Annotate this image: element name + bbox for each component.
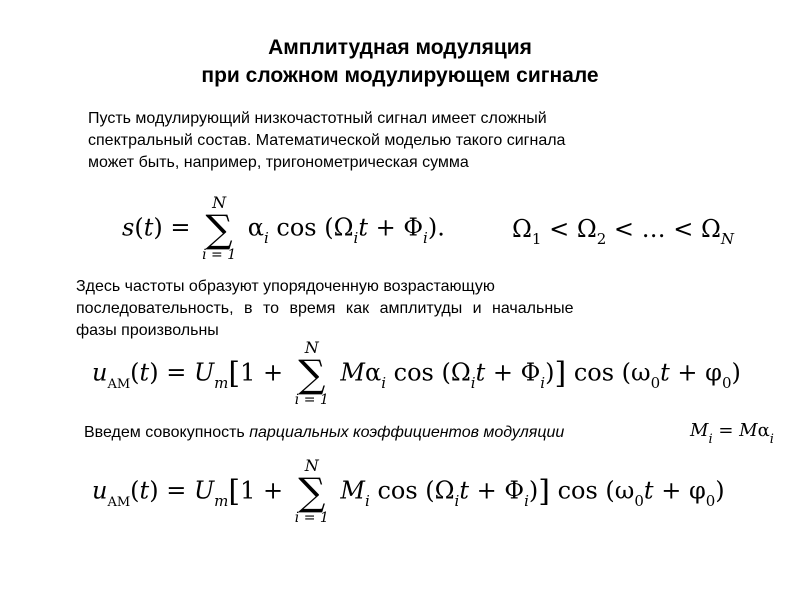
explanation-line-1: Здесь частоты образуют упорядоченную возрастающую: [76, 278, 495, 295]
partial-coefficient-formula: $M_i = M\alpha_i$: [690, 420, 774, 447]
partial-prefix: Введем совокупность: [84, 424, 250, 441]
sum-symbol-2: N ∑ i = 1: [294, 338, 329, 408]
intro-line-1: Пусть модулирующий низкочастотный сигнал имеет сложный: [88, 110, 547, 127]
sum-symbol: N ∑ i = 1: [202, 193, 237, 263]
am-signal-partial-formula: $u_{AM}(t) = U_m[1$ + N ∑ i = 1 $M_i$ $\cos (\Omega_it + \Phi_i)$] $\cos (\omega_0t + \varphi_0)$: [92, 456, 725, 526]
sum-upper-limit-2: N: [304, 338, 319, 357]
explanation-line-2: последовательность, в то время как амплитуды и начальные: [76, 300, 574, 317]
title-line-2: при сложном модулирующем сигнале: [201, 64, 599, 87]
title-line-1: Амплитудная модуляция: [268, 36, 532, 59]
signal-sum-formula: s(t) = N ∑ i = 1 $\alpha_i$ $\cos (\Omega_it + \Phi_i)$.: [122, 193, 445, 263]
sum-lower-limit-3: i = 1: [294, 510, 329, 526]
intro-line-2: спектральный состав. Математической моделью такого сигнала: [88, 132, 566, 149]
sum-upper-limit-3: N: [304, 456, 319, 475]
sum-lower-limit: i = 1: [202, 247, 237, 263]
explanation-line-3: фазы произвольны: [76, 322, 219, 339]
sum-symbol-3: N ∑ i = 1: [294, 456, 329, 526]
slide-title: [0, 34, 800, 90]
intro-paragraph: [88, 108, 565, 174]
partial-coefficients-text: [84, 422, 564, 444]
frequency-order-formula: $\Omega_1 < \Omega_2$ < … < $\Omega_N$: [512, 215, 735, 248]
explanation-paragraph: [76, 276, 574, 342]
am-signal-formula: $u_{AM}(t) = U_m[1$ + N ∑ i = 1 $M\alpha_i$ $\cos (\Omega_it + \Phi_i)$] $\cos (\omega_0t + \varphi_0)$: [92, 338, 741, 408]
sum-upper-limit: N: [212, 193, 227, 212]
partial-italic: парциальных коэффициентов модуляции: [249, 424, 565, 441]
sum-lower-limit-2: i = 1: [294, 392, 329, 408]
intro-line-3: может быть, например, тригонометрическая сумма: [88, 154, 469, 171]
